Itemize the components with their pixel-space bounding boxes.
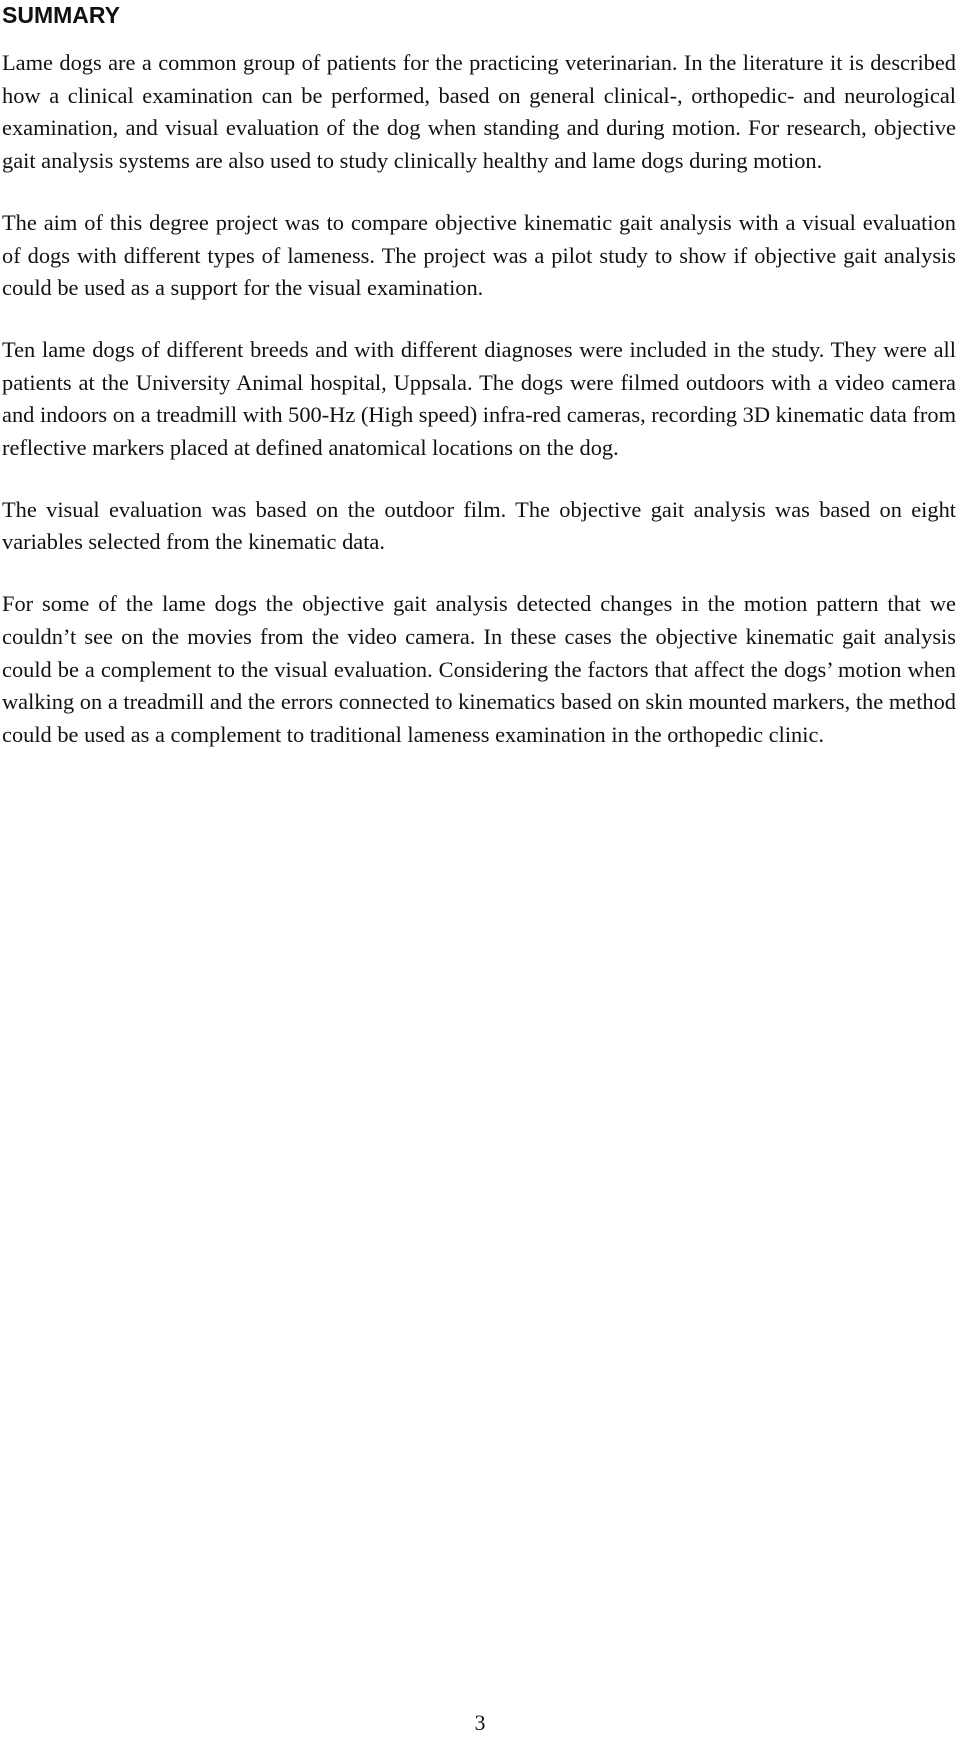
paragraph-evaluation: The visual evaluation was based on the outdoor film. The objective gait analysis was based on eight variables selected from the kinematic data. — [2, 496, 956, 555]
paragraph-background: Lame dogs are a common group of patients for the practicing veterinarian. In the literature it is described how a clinical examination can be performed, based on general clinical-, orthopedic- and neurological examination, and visual evaluation of the dog when standing and during motion. For research, objective gait analysis systems are also used to study clinically healthy and lame dogs during motion. — [2, 50, 956, 174]
section-heading: SUMMARY — [2, 2, 120, 28]
summary-body — [2, 47, 956, 781]
page-number: 3 — [474, 1710, 486, 1735]
paragraph-aim: The aim of this degree project was to compare objective kinematic gait analysis with a visual evaluation of dogs with different types of lameness. The project was a pilot study to show if objective gait analysis could be used as a support for the visual examination. — [2, 209, 956, 301]
paragraph-method: Ten lame dogs of different breeds and with different diagnoses were included in the study. They were all patients at the University Animal hospital, Uppsala. The dogs were filmed outdoors with a video camera and indoors on a treadmill with 500-Hz (High speed) infra-red cameras, recording 3D kinematic data from reflective markers placed at defined anatomical locations on the dog. — [2, 336, 956, 461]
paragraph-conclusion: For some of the lame dogs the objective gait analysis detected changes in the motion pattern that we couldn’t see on the movies from the video camera. In these cases the objective kinematic gait analysis could be a complement to the visual evaluation. Considering the factors that affect the dogs’ motion when walking on a treadmill and the errors connected to kinematics based on skin mounted markers, the method could be used as a complement to traditional lameness examination in the orthopedic clinic. — [2, 591, 956, 747]
